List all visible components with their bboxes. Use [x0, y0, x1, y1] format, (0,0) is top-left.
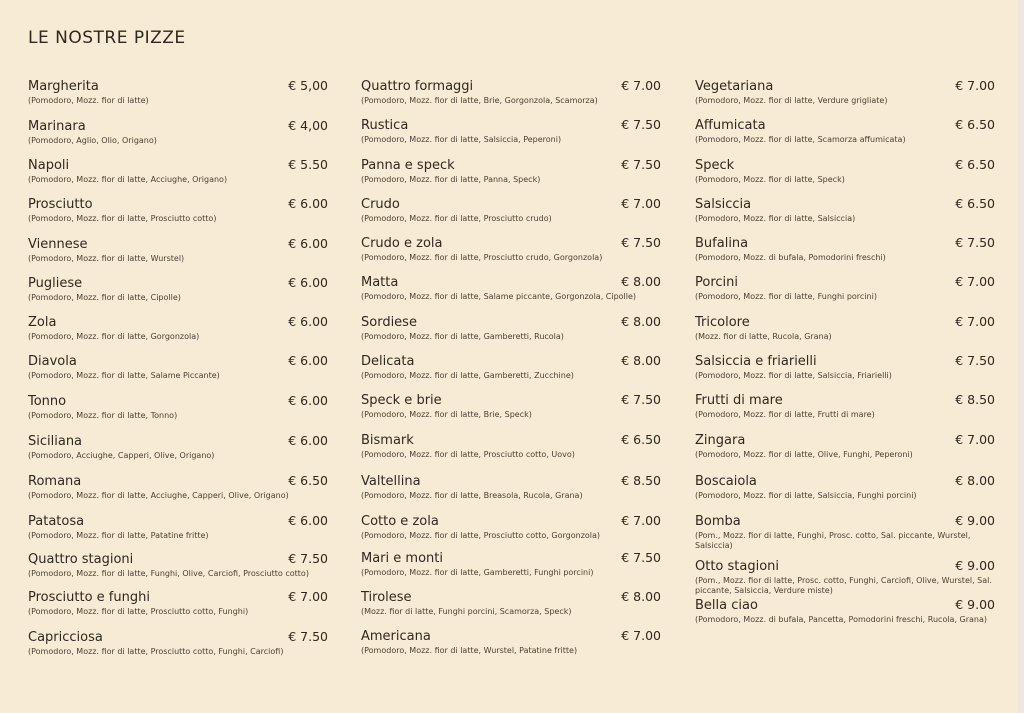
pizza-name: Cotto e zola [361, 514, 439, 529]
menu-item [695, 78, 995, 106]
menu-item [28, 629, 328, 657]
pizza-price: € 7.00 [621, 196, 661, 211]
pizza-ingredients: (Pomodoro, Acciughe, Capperi, Olive, Origano) [28, 451, 215, 460]
menu-item [361, 314, 661, 342]
pizza-price: € 5,00 [288, 78, 328, 93]
pizza-name: Bufalina [695, 236, 749, 251]
pizza-price: € 7.50 [288, 551, 328, 566]
pizza-name: Bella ciao [695, 598, 758, 613]
pizza-name: Bismark [361, 433, 414, 448]
menu-item [28, 275, 328, 303]
pizza-name: Diavola [28, 354, 77, 369]
menu-item [28, 433, 328, 461]
pizza-ingredients: (Pom., Mozz. fior di latte, Prosc. cotto, Funghi, Carciofi, Olive, Wurstel, Sal. piccante, Salsiccia, Verdure miste) [695, 576, 992, 595]
pizza-price: € 7.00 [955, 274, 995, 289]
pizza-ingredients: (Pomodoro, Mozz. di bufala, Pancetta, Pomodorini freschi, Rucola, Grana) [695, 615, 988, 624]
pizza-ingredients: (Pomodoro, Mozz. fior di latte, Verdure grigliate) [695, 96, 888, 105]
menu-item [695, 274, 995, 302]
pizza-ingredients: (Pomodoro, Mozz. fior di latte, Panna, Speck) [361, 175, 541, 184]
pizza-ingredients: (Pomodoro, Mozz. fior di latte, Salsiccia, Peperoni) [361, 135, 562, 144]
pizza-name: Tricolore [695, 315, 750, 330]
pizza-ingredients: (Pomodoro, Mozz. fior di latte, Prosciutto cotto, Funghi, Carciofi) [28, 647, 284, 656]
menu-title: LE NOSTRE PIZZE [28, 28, 186, 48]
pizza-ingredients: (Pomodoro, Mozz. fior di latte, Salsiccia) [695, 214, 856, 223]
menu-item [28, 393, 328, 421]
pizza-name: Sordiese [361, 315, 417, 330]
pizza-name: Panna e speck [361, 158, 455, 173]
pizza-price: € 8.00 [621, 353, 661, 368]
menu-item [28, 314, 328, 342]
pizza-ingredients: (Pomodoro, Mozz. fior di latte, Prosciutto crudo) [361, 214, 552, 223]
pizza-name: Frutti di mare [695, 393, 783, 408]
menu-item [695, 196, 995, 224]
pizza-price: € 7.50 [288, 629, 328, 644]
menu-item [361, 550, 661, 578]
pizza-price: € 6.50 [955, 117, 995, 132]
menu-item [695, 558, 995, 596]
pizza-price: € 4,00 [288, 118, 328, 133]
pizza-price: € 6.00 [288, 275, 328, 290]
pizza-ingredients: (Pomodoro, Mozz. fior di latte, Brie, Gorgonzola, Scamorza) [361, 96, 598, 105]
pizza-name: Prosciutto [28, 197, 93, 212]
pizza-ingredients: (Pomodoro, Mozz. fior di latte, Wurstel, Patatine fritte) [361, 646, 578, 655]
pizza-ingredients: (Pomodoro, Mozz. fior di latte, Gamberetti, Funghi porcini) [361, 568, 594, 577]
pizza-ingredients: (Pomodoro, Mozz. fior di latte, Gamberetti, Rucola) [361, 332, 564, 341]
pizza-price: € 6.00 [288, 314, 328, 329]
menu-item [695, 235, 995, 263]
menu-item [28, 589, 328, 617]
pizza-price: € 6.00 [288, 353, 328, 368]
pizza-price: € 7.00 [621, 628, 661, 643]
pizza-ingredients: (Pomodoro, Mozz. fior di latte, Prosciutto crudo, Gorgonzola) [361, 253, 603, 262]
pizza-price: € 6.00 [288, 513, 328, 528]
pizza-name: Zingara [695, 433, 746, 448]
pizza-name: Valtellina [361, 474, 421, 489]
pizza-price: € 6.00 [288, 433, 328, 448]
pizza-price: € 6.00 [288, 236, 328, 251]
pizza-ingredients: (Pomodoro, Mozz. fior di latte, Olive, Funghi, Peperoni) [695, 450, 913, 459]
menu-item [695, 432, 995, 460]
pizza-price: € 5.50 [288, 157, 328, 172]
menu-item [28, 236, 328, 264]
pizza-ingredients: (Pomodoro, Aglio, Olio, Origano) [28, 136, 157, 145]
menu-item [361, 353, 661, 381]
pizza-ingredients: (Pomodoro, Mozz. fior di latte) [28, 96, 149, 105]
pizza-name: Rustica [361, 118, 409, 133]
pizza-name: Viennese [28, 237, 88, 252]
menu-item [361, 589, 661, 617]
pizza-name: Matta [361, 275, 399, 290]
pizza-ingredients: (Pomodoro, Mozz. fior di latte, Salsiccia, Funghi porcini) [695, 491, 917, 500]
menu-item [361, 157, 661, 185]
pizza-ingredients: (Pomodoro, Mozz. fior di latte, Breasola, Rucola, Grana) [361, 491, 583, 500]
pizza-price: € 6.50 [288, 473, 328, 488]
pizza-name: Bomba [695, 514, 741, 529]
pizza-price: € 9.00 [955, 597, 995, 612]
menu-item [361, 196, 661, 224]
pizza-name: Mari e monti [361, 551, 443, 566]
pizza-name: Boscaiola [695, 474, 757, 489]
pizza-price: € 7.00 [621, 78, 661, 93]
pizza-ingredients: (Pomodoro, Mozz. fior di latte, Prosciutto cotto, Uovo) [361, 450, 575, 459]
pizza-price: € 7.00 [955, 432, 995, 447]
pizza-name: Prosciutto e funghi [28, 590, 150, 605]
pizza-price: € 8.50 [955, 392, 995, 407]
pizza-name: Napoli [28, 158, 70, 173]
menu-item [28, 78, 328, 106]
pizza-price: € 7.50 [621, 157, 661, 172]
menu-item [28, 196, 328, 224]
pizza-ingredients: (Pomodoro, Mozz. fior di latte, Prosciutto cotto) [28, 214, 217, 223]
pizza-ingredients: (Pomodoro, Mozz. fior di latte, Acciughe, Capperi, Olive, Origano) [28, 491, 289, 500]
menu-item [361, 274, 661, 302]
menu-item [695, 353, 995, 381]
menu-item [28, 118, 328, 146]
pizza-ingredients: (Pomodoro, Mozz. fior di latte, Salame piccante, Gorgonzola, Cipolle) [361, 292, 637, 301]
pizza-name: Speck e brie [361, 393, 442, 408]
pizza-ingredients: (Pomodoro, Mozz. fior di latte, Salame Piccante) [28, 371, 220, 380]
pizza-ingredients: (Pomodoro, Mozz. fior di latte, Cipolle) [28, 293, 181, 302]
menu-item [361, 392, 661, 420]
menu-item [28, 551, 328, 579]
pizza-price: € 8.50 [621, 473, 661, 488]
pizza-ingredients: (Mozz. fior di latte, Funghi porcini, Scamorza, Speck) [361, 607, 572, 616]
pizza-ingredients: (Pomodoro, Mozz. fior di latte, Patatine fritte) [28, 531, 209, 540]
pizza-name: Affumicata [695, 118, 766, 133]
page-edge [1018, 0, 1024, 713]
pizza-price: € 9.00 [955, 558, 995, 573]
pizza-price: € 6.00 [288, 196, 328, 211]
pizza-price: € 8.00 [955, 473, 995, 488]
pizza-name: Pugliese [28, 276, 83, 291]
pizza-name: Patatosa [28, 514, 85, 529]
menu-item [695, 392, 995, 420]
menu-item [361, 78, 661, 106]
pizza-ingredients: (Pomodoro, Mozz. fior di latte, Scamorza affumicata) [695, 135, 906, 144]
menu-item [695, 157, 995, 185]
pizza-name: Romana [28, 474, 82, 489]
pizza-ingredients: (Pomodoro, Mozz. fior di latte, Gamberetti, Zucchine) [361, 371, 574, 380]
pizza-price: € 7.00 [955, 78, 995, 93]
pizza-ingredients: (Pomodoro, Mozz. fior di latte, Acciughe, Origano) [28, 175, 228, 184]
pizza-price: € 7.00 [621, 513, 661, 528]
menu-item [361, 117, 661, 145]
pizza-price: € 8.00 [621, 314, 661, 329]
pizza-ingredients: (Pomodoro, Mozz. fior di latte, Frutti di mare) [695, 410, 875, 419]
pizza-name: Speck [695, 158, 735, 173]
pizza-ingredients: (Pomodoro, Mozz. fior di latte, Speck) [695, 175, 845, 184]
pizza-name: Tirolese [361, 590, 412, 605]
menu-item [695, 473, 995, 501]
pizza-price: € 8.00 [621, 589, 661, 604]
pizza-name: Delicata [361, 354, 415, 369]
pizza-name: Quattro stagioni [28, 552, 134, 567]
pizza-price: € 7.50 [621, 235, 661, 250]
pizza-ingredients: (Pomodoro, Mozz. fior di latte, Prosciutto cotto, Funghi) [28, 607, 249, 616]
pizza-name: Crudo [361, 197, 400, 212]
pizza-price: € 7.00 [955, 314, 995, 329]
menu-item [28, 473, 328, 501]
pizza-name: Porcini [695, 275, 738, 290]
pizza-ingredients: (Pomodoro, Mozz. fior di latte, Gorgonzola) [28, 332, 200, 341]
pizza-name: Crudo e zola [361, 236, 443, 251]
pizza-price: € 6.50 [955, 157, 995, 172]
pizza-price: € 6.00 [288, 393, 328, 408]
menu-item [361, 235, 661, 263]
pizza-ingredients: (Pomodoro, Mozz. fior di latte, Brie, Speck) [361, 410, 532, 419]
pizza-name: Salsiccia e friarielli [695, 354, 817, 369]
pizza-price: € 8.00 [621, 274, 661, 289]
pizza-name: Vegetariana [695, 79, 774, 94]
pizza-price: € 7.50 [955, 353, 995, 368]
pizza-ingredients: (Pomodoro, Mozz. fior di latte, Funghi porcini) [695, 292, 877, 301]
pizza-price: € 7.50 [621, 550, 661, 565]
pizza-name: Americana [361, 629, 431, 644]
menu-item [361, 628, 661, 656]
pizza-price: € 6.50 [621, 432, 661, 447]
menu-item [361, 432, 661, 460]
menu-item [28, 353, 328, 381]
pizza-ingredients: (Pomodoro, Mozz. fior di latte, Salsiccia, Friarielli) [695, 371, 892, 380]
pizza-ingredients: (Pom., Mozz. fior di latte, Funghi, Prosc. cotto, Sal. piccante, Wurstel, Salsiccia) [695, 531, 971, 550]
pizza-ingredients: (Pomodoro, Mozz. fior di latte, Prosciutto cotto, Gorgonzola) [361, 531, 601, 540]
pizza-price: € 9.00 [955, 513, 995, 528]
menu-item [695, 314, 995, 342]
pizza-name: Salsiccia [695, 197, 752, 212]
menu-item [695, 597, 995, 625]
pizza-name: Marinara [28, 119, 86, 134]
pizza-price: € 7.50 [955, 235, 995, 250]
pizza-name: Otto stagioni [695, 559, 780, 574]
pizza-name: Zola [28, 315, 57, 330]
menu-item [361, 473, 661, 501]
pizza-price: € 7.50 [621, 392, 661, 407]
pizza-price: € 7.50 [621, 117, 661, 132]
menu-item [695, 513, 995, 551]
pizza-ingredients: (Pomodoro, Mozz. fior di latte, Tonno) [28, 411, 178, 420]
menu-item [28, 513, 328, 541]
pizza-name: Tonno [28, 394, 67, 409]
pizza-name: Capricciosa [28, 630, 103, 645]
menu-item [361, 513, 661, 541]
pizza-name: Siciliana [28, 434, 83, 449]
pizza-ingredients: (Pomodoro, Mozz. di bufala, Pomodorini freschi) [695, 253, 886, 262]
pizza-ingredients: (Mozz. fior di latte, Rucola, Grana) [695, 332, 832, 341]
pizza-price: € 6.50 [955, 196, 995, 211]
menu-item [28, 157, 328, 185]
pizza-ingredients: (Pomodoro, Mozz. fior di latte, Wurstel) [28, 254, 185, 263]
pizza-price: € 7.00 [288, 589, 328, 604]
pizza-name: Margherita [28, 79, 99, 94]
pizza-name: Quattro formaggi [361, 79, 474, 94]
menu-item [695, 117, 995, 145]
pizza-ingredients: (Pomodoro, Mozz. fior di latte, Funghi, Olive, Carciofi, Prosciutto cotto) [28, 569, 309, 578]
